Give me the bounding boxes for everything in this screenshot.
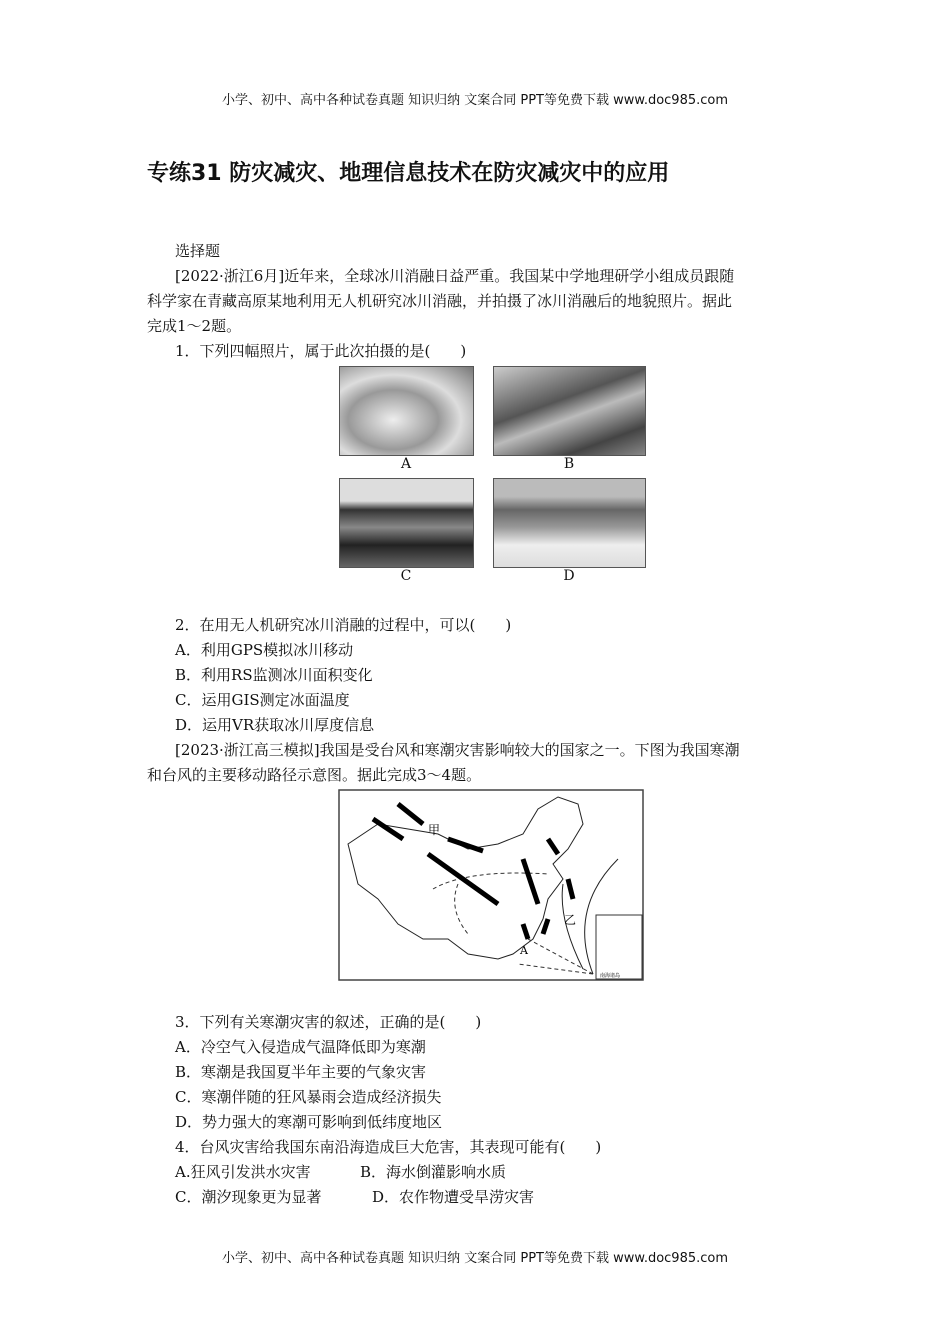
question-4: 4．台风灾害给我国东南沿海造成巨大危害，其表现可能有( )	[175, 1138, 602, 1156]
question-3: 3．下列有关寒潮灾害的叙述，正确的是( )	[175, 1013, 482, 1031]
photo-c-stone-forest	[339, 478, 474, 568]
option: B．寒潮是我国夏半年主要的气象灾害	[175, 1063, 427, 1081]
map-label-yi: 乙	[564, 913, 577, 927]
photo-a-desert-dunes	[339, 366, 474, 456]
inset-label: 南海诸岛	[600, 973, 621, 979]
photo-label-b: B	[563, 456, 575, 472]
photo-d-yardang	[493, 478, 646, 568]
option: C．寒潮伴随的狂风暴雨会造成经济损失	[175, 1088, 442, 1106]
passage-line: 和台风的主要移动路径示意图。据此完成3～4题。	[147, 766, 482, 784]
option: D．势力强大的寒潮可影响到低纬度地区	[175, 1113, 443, 1131]
question-1: 1．下列四幅照片，属于此次拍摄的是( )	[175, 342, 467, 360]
option: C．运用GIS测定冰面温度	[175, 691, 350, 709]
question-2: 2．在用无人机研究冰川消融的过程中，可以( )	[175, 616, 512, 634]
photo-label-c: C	[400, 568, 412, 584]
passage-line: 完成1～2题。	[147, 317, 242, 335]
passage-line: [2022·浙江6月]近年来，全球冰川消融日益严重。我国某中学地理研学小组成员跟随	[175, 267, 735, 285]
page-footer: 小学、初中、高中各种试卷真题 知识归纳 文案合同 PPT等免费下载 www.doc985.com	[221, 1251, 729, 1266]
passage-line: [2023·浙江高三模拟]我国是受台风和寒潮灾害影响较大的国家之一。下图为我国寒潮	[175, 741, 740, 759]
cold-wave-typhoon-map	[338, 789, 644, 981]
map-label-jia: 甲	[428, 823, 441, 837]
photo-label-d: D	[563, 568, 575, 584]
option: A．冷空气入侵造成气温降低即为寒潮	[175, 1038, 426, 1056]
option: D．农作物遭受旱涝灾害	[372, 1188, 535, 1206]
option: B．利用RS监测冰川面积变化	[175, 666, 373, 684]
map-label-a: A	[520, 944, 528, 957]
option: D．运用VR获取冰川厚度信息	[175, 716, 375, 734]
photo-label-a: A	[400, 456, 412, 472]
option: C．潮汐现象更为显著	[175, 1188, 322, 1206]
photo-b-glacial-valley	[493, 366, 646, 456]
option: A.狂风引发洪水灾害	[175, 1163, 311, 1181]
option: A．利用GPS模拟冰川移动	[175, 641, 354, 659]
passage-line: 科学家在青藏高原某地利用无人机研究冰川消融，并拍摄了冰川消融后的地貌照片。据此	[147, 292, 733, 310]
page-title: 专练31 防灾减灾、地理信息技术在防灾减灾中的应用	[147, 161, 670, 186]
option: B．海水倒灌影响水质	[360, 1163, 507, 1181]
page-header: 小学、初中、高中各种试卷真题 知识归纳 文案合同 PPT等免费下载 www.doc985.com	[221, 93, 729, 108]
section-heading: 选择题	[175, 242, 221, 260]
